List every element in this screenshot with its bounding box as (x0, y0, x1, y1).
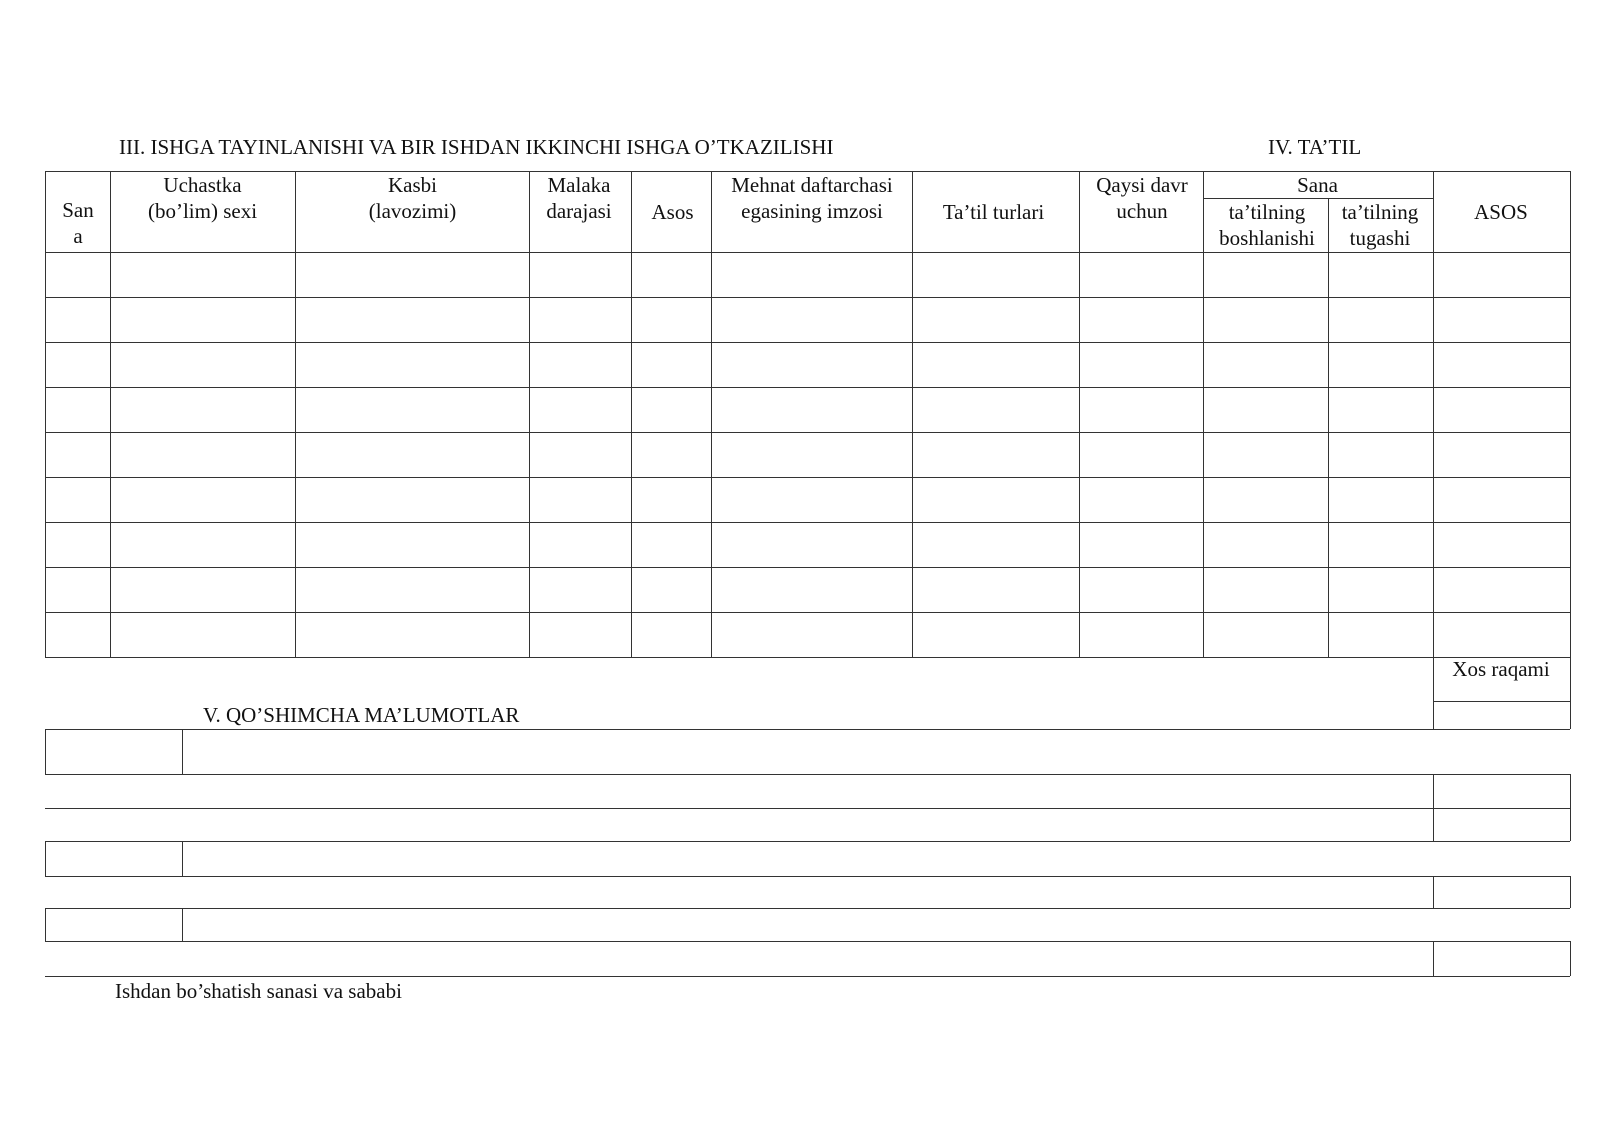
rule-line (182, 841, 183, 876)
table-cell-tatil-turlari[interactable] (913, 478, 1078, 521)
table-cell-malaka[interactable] (530, 433, 630, 476)
section5-top-line (45, 729, 1570, 730)
table-cell-boshlanishi[interactable] (1204, 478, 1327, 521)
header-asos-caps: ASOS (1474, 200, 1528, 224)
header-malaka: Malaka darajasi (546, 173, 612, 223)
table-cell-malaka[interactable] (530, 613, 630, 656)
table-cell-sana[interactable] (46, 613, 109, 656)
table-cell-mehnat[interactable] (712, 298, 911, 341)
table-cell-kasbi[interactable] (296, 298, 528, 341)
table-cell-mehnat[interactable] (712, 388, 911, 431)
table-cell-malaka[interactable] (530, 298, 630, 341)
table-cell-tugashi[interactable] (1329, 523, 1432, 566)
table-cell-kasbi[interactable] (296, 613, 528, 656)
table-cell-sana[interactable] (46, 478, 109, 521)
table-cell-sana[interactable] (46, 343, 109, 386)
table-cell-tugashi[interactable] (1329, 478, 1432, 521)
table-cell-malaka[interactable] (530, 388, 630, 431)
header-sana: San a (62, 198, 94, 248)
table-cell-tugashi[interactable] (1329, 298, 1432, 341)
table-cell-malaka[interactable] (530, 343, 630, 386)
table-cell-kasbi[interactable] (296, 478, 528, 521)
header-sana-group: Sana (1297, 173, 1338, 197)
table-cell-tatil-turlari[interactable] (913, 613, 1078, 656)
table-cell-mehnat[interactable] (712, 433, 911, 476)
table-cell-asos-caps[interactable] (1434, 433, 1569, 476)
table-cell-sana[interactable] (46, 253, 109, 296)
table-cell-sana[interactable] (46, 523, 109, 566)
table-cell-tugashi[interactable] (1329, 613, 1432, 656)
table-cell-boshlanishi[interactable] (1204, 343, 1327, 386)
table-cell-tugashi[interactable] (1329, 343, 1432, 386)
table-cell-uchastka[interactable] (111, 613, 294, 656)
table-cell-sana[interactable] (46, 433, 109, 476)
table-cell-sana[interactable] (46, 388, 109, 431)
table-cell-tatil-turlari[interactable] (913, 298, 1078, 341)
table-cell-mehnat[interactable] (712, 613, 911, 656)
header-mehnat: Mehnat daftarchasi egasining imzosi (731, 173, 893, 223)
table-cell-mehnat[interactable] (712, 568, 911, 611)
table-cell-boshlanishi[interactable] (1204, 523, 1327, 566)
table-cell-asos-caps[interactable] (1434, 613, 1569, 656)
table-cell-uchastka[interactable] (111, 523, 294, 566)
table-cell-tatil-turlari[interactable] (913, 253, 1078, 296)
table-cell-asos[interactable] (632, 388, 710, 431)
rule-line (45, 808, 1570, 809)
table-cell-kasbi[interactable] (296, 433, 528, 476)
table-cell-sana[interactable] (46, 568, 109, 611)
table-cell-mehnat[interactable] (712, 523, 911, 566)
rule-line (45, 908, 1570, 909)
table-cell-asos-caps[interactable] (1434, 523, 1569, 566)
table-cell-boshlanishi[interactable] (1204, 298, 1327, 341)
table-cell-boshlanishi[interactable] (1204, 613, 1327, 656)
rule-line (1570, 876, 1571, 908)
rule-line (45, 941, 1570, 942)
table-cell-malaka[interactable] (530, 523, 630, 566)
table-cell-qaysi-davr[interactable] (1080, 523, 1202, 566)
table-cell-malaka[interactable] (530, 478, 630, 521)
table-cell-boshlanishi[interactable] (1204, 388, 1327, 431)
table-cell-asos-caps[interactable] (1434, 343, 1569, 386)
table-cell-tatil-turlari[interactable] (913, 343, 1078, 386)
header-qaysi-davr: Qaysi davr uchun (1096, 173, 1188, 223)
table-cell-asos[interactable] (632, 433, 710, 476)
table-cell-uchastka[interactable] (111, 388, 294, 431)
table-cell-qaysi-davr[interactable] (1080, 253, 1202, 296)
header-uchastka: Uchastka (bo’lim) sexi (147, 173, 258, 223)
table-cell-asos-caps[interactable] (1434, 478, 1569, 521)
header-boshlanishi: ta’tilning boshlanishi (1219, 200, 1315, 250)
section-5-title: V. QO’SHIMCHA MA’LUMOTLAR (203, 703, 520, 727)
table-cell-boshlanishi[interactable] (1204, 253, 1327, 296)
table-cell-mehnat[interactable] (712, 343, 911, 386)
table-cell-asos-caps[interactable] (1434, 298, 1569, 341)
table-cell-qaysi-davr[interactable] (1080, 613, 1202, 656)
table-cell-uchastka[interactable] (111, 253, 294, 296)
table-cell-tatil-turlari[interactable] (913, 523, 1078, 566)
table-cell-asos-caps[interactable] (1434, 568, 1569, 611)
rule-line (45, 876, 1570, 877)
header-kasbi: Kasbi (lavozimi) (368, 173, 457, 223)
header-tugashi: ta’tilning tugashi (1341, 200, 1419, 250)
table-cell-asos[interactable] (632, 613, 710, 656)
table-column-border (1570, 171, 1571, 657)
section-4-title: IV. TA’TIL (1268, 135, 1362, 159)
table-cell-uchastka[interactable] (111, 343, 294, 386)
table-cell-qaysi-davr[interactable] (1080, 343, 1202, 386)
table-cell-mehnat[interactable] (712, 478, 911, 521)
table-cell-kasbi[interactable] (296, 568, 528, 611)
table-cell-uchastka[interactable] (111, 433, 294, 476)
table-cell-qaysi-davr[interactable] (1080, 478, 1202, 521)
table-cell-asos-caps[interactable] (1434, 388, 1569, 431)
rule-line (1433, 941, 1434, 976)
table-cell-asos[interactable] (632, 343, 710, 386)
rule-line (182, 729, 183, 774)
table-cell-asos[interactable] (632, 298, 710, 341)
table-cell-tatil-turlari[interactable] (913, 388, 1078, 431)
table-cell-uchastka[interactable] (111, 478, 294, 521)
table-cell-qaysi-davr[interactable] (1080, 388, 1202, 431)
rule-line (45, 841, 1570, 842)
table-cell-kasbi[interactable] (296, 343, 528, 386)
table-cell-asos[interactable] (632, 478, 710, 521)
xos-box-right (1570, 657, 1571, 729)
xos-raqami-label: Xos raqami (1452, 657, 1550, 681)
xos-raqami-field[interactable] (1434, 702, 1569, 728)
table-cell-asos[interactable] (632, 523, 710, 566)
table-cell-tatil-turlari[interactable] (913, 433, 1078, 476)
table-cell-malaka[interactable] (530, 568, 630, 611)
rule-line (45, 729, 46, 774)
table-row-border (45, 657, 1570, 658)
table-cell-uchastka[interactable] (111, 568, 294, 611)
table-cell-tugashi[interactable] (1329, 388, 1432, 431)
header-asos: Asos (651, 200, 694, 224)
rule-line (182, 908, 183, 941)
rule-line (45, 774, 1570, 775)
section5-bottom-line (45, 976, 1570, 977)
table-cell-tugashi[interactable] (1329, 253, 1432, 296)
table-cell-qaysi-davr[interactable] (1080, 433, 1202, 476)
table-cell-boshlanishi[interactable] (1204, 568, 1327, 611)
rule-line (45, 908, 46, 941)
table-cell-kasbi[interactable] (296, 253, 528, 296)
table-cell-tugashi[interactable] (1329, 433, 1432, 476)
table-cell-uchastka[interactable] (111, 298, 294, 341)
table-cell-kasbi[interactable] (296, 388, 528, 431)
table-cell-asos-caps[interactable] (1434, 253, 1569, 296)
dismissal-label: Ishdan bo’shatish sanasi va sababi (115, 979, 402, 1003)
section-3-title: III. ISHGA TAYINLANISHI VA BIR ISHDAN IKKINCHI ISHGA O’TKAZILISHI (119, 135, 834, 159)
table-cell-tugashi[interactable] (1329, 568, 1432, 611)
header-tatil-turlari: Ta’til turlari (942, 200, 1045, 224)
table-cell-asos[interactable] (632, 568, 710, 611)
table-cell-qaysi-davr[interactable] (1080, 568, 1202, 611)
table-cell-mehnat[interactable] (712, 253, 911, 296)
rule-line (1570, 774, 1571, 841)
table-cell-kasbi[interactable] (296, 523, 528, 566)
table-cell-malaka[interactable] (530, 253, 630, 296)
table-cell-tatil-turlari[interactable] (913, 568, 1078, 611)
table-cell-boshlanishi[interactable] (1204, 433, 1327, 476)
table-cell-asos[interactable] (632, 253, 710, 296)
rule-line (45, 841, 46, 876)
rule-line (1570, 941, 1571, 976)
rule-line (1433, 876, 1434, 908)
table-cell-sana[interactable] (46, 298, 109, 341)
table-cell-qaysi-davr[interactable] (1080, 298, 1202, 341)
